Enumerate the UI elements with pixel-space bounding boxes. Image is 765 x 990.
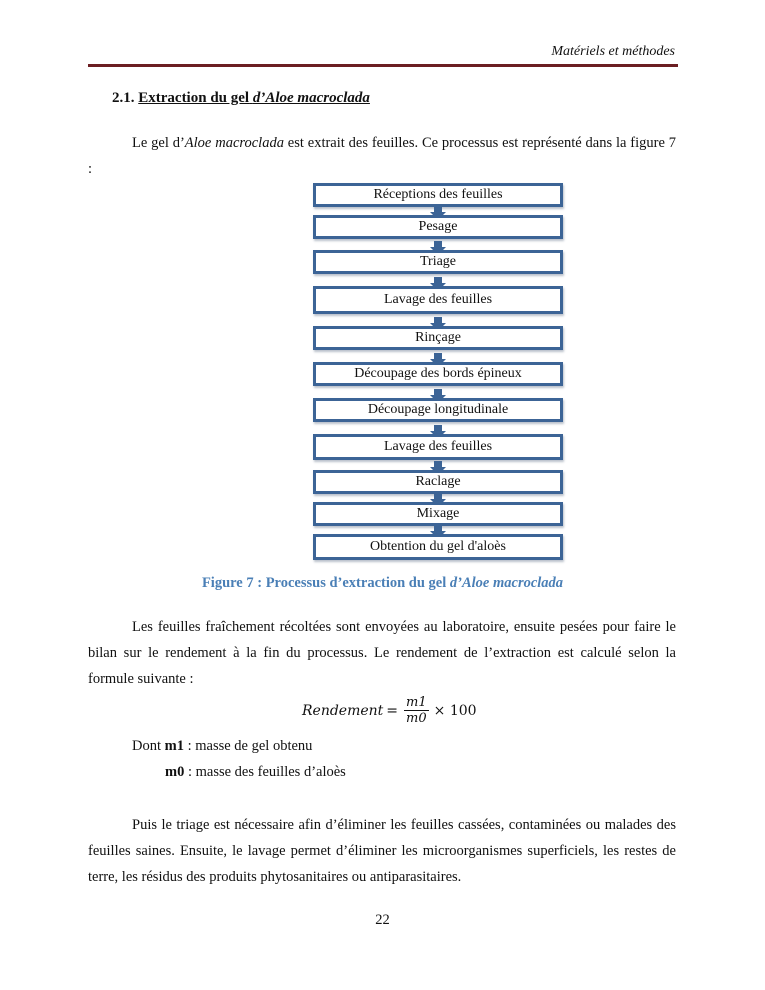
sorting-paragraph: Puis le triage est nécessaire afin d’éliminer les feuilles cassées, contaminées ou malades des feuilles saines. Ensuite, le lavage permet d’éliminer les microorganismes superficiels, les restes de terre, les résidus des produits phytosanitaires ou antiparasitaires.: [88, 817, 676, 885]
flowchart-step: Rinçage: [313, 326, 563, 350]
flowchart-step: Réceptions des feuilles: [313, 183, 563, 207]
intro-paragraph: Le gel d’Aloe macroclada est extrait des feuilles. Ce processus est représenté dans la figure 7 :: [88, 135, 676, 177]
formula-denominator: m0: [406, 711, 427, 726]
formula-numerator: m1: [406, 695, 427, 710]
definition-m1: Dont m1 : masse de gel obtenu: [132, 738, 313, 754]
figure-caption: Figure 7 : Processus d’extraction du gel d’Aloe macroclada: [201, 575, 564, 591]
yield-formula: [302, 695, 477, 726]
definition-m0: m0 : masse des feuilles d’aloès: [165, 764, 346, 780]
flowchart-step: Lavage des feuilles: [313, 286, 563, 314]
flowchart-step: Triage: [313, 250, 563, 274]
flowchart-step: Obtention du gel d'aloès: [313, 534, 563, 560]
flowchart-step: Raclage: [313, 470, 563, 494]
flowchart-step: Mixage: [313, 502, 563, 526]
section-title: Extraction du gel d’Aloe macroclada: [138, 90, 370, 106]
running-header: Matériels et méthodes: [551, 44, 675, 59]
formula-lhs: Rendement: [302, 702, 384, 719]
flowchart-step: Lavage des feuilles: [313, 434, 563, 460]
page-number: 22: [375, 912, 390, 928]
formula-multiplier: × 100: [433, 702, 477, 719]
flowchart-step: Découpage des bords épineux: [313, 362, 563, 386]
formula-equals: =: [386, 702, 399, 719]
flowchart-step: Découpage longitudinale: [313, 398, 563, 422]
formula-fraction: [404, 695, 429, 726]
flowchart-step: Pesage: [313, 215, 563, 239]
yield-paragraph: Les feuilles fraîchement récoltées sont envoyées au laboratoire, ensuite pesées pour faire le bilan sur le rendement à la fin du processus. Le rendement de l’extraction est calculé selon la formule suivante :: [88, 619, 676, 687]
section-number: 2.1.: [112, 90, 135, 106]
